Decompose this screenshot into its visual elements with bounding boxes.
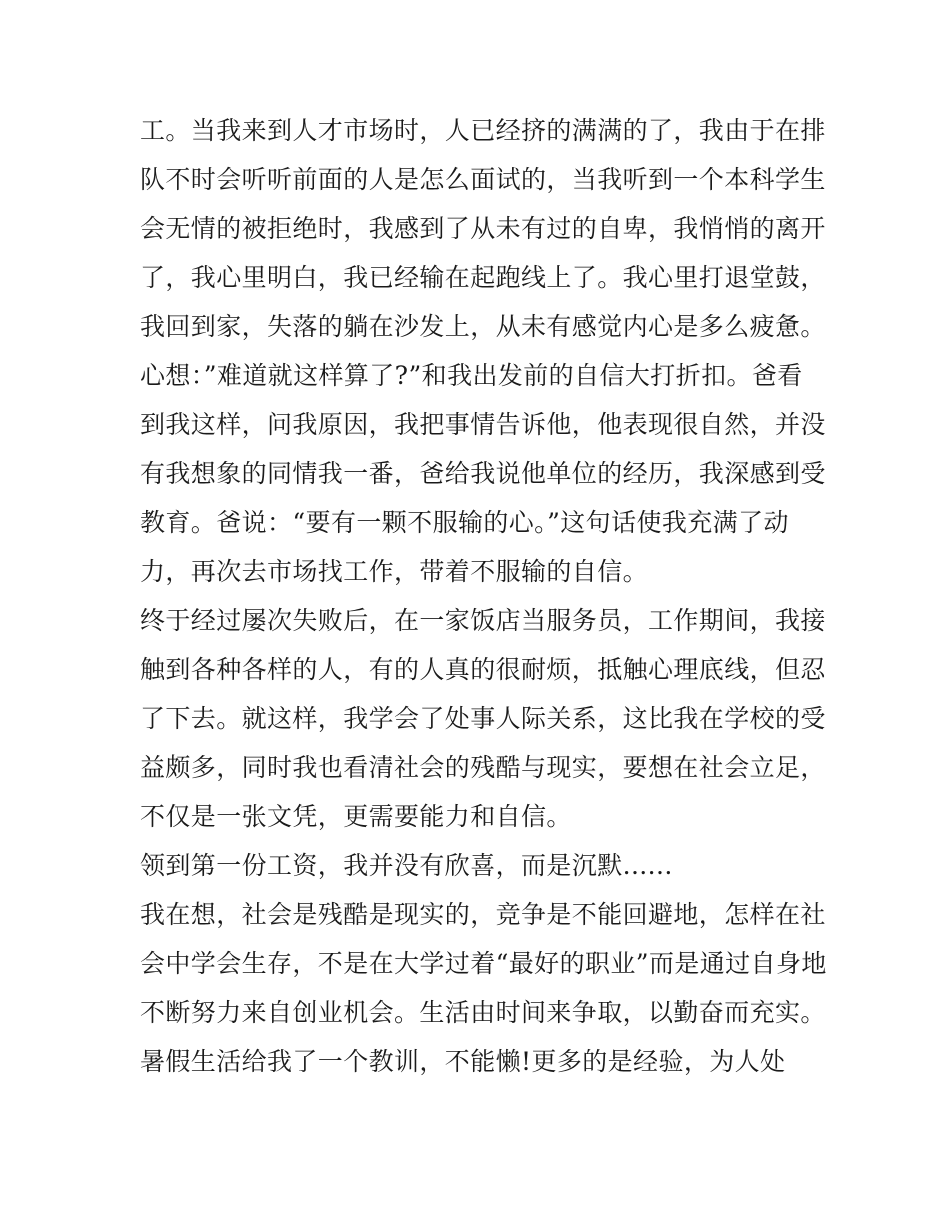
text-line: 有我想象的同情我一番，爸给我说他单位的经历，我深感到受 [140, 459, 826, 488]
body-text [140, 106, 840, 1086]
text-line: 暑假生活给我了一个教训，不能懒!更多的是经验，为人处 [140, 1047, 786, 1076]
text-line: 力，再次去市场找工作，带着不服输的自信。 [140, 557, 649, 586]
text-line: 会无情的被拒绝时，我感到了从未有过的自卑，我悄悄的离开 [140, 214, 826, 243]
text-line: 不仅是一张文凭，更需要能力和自信。 [140, 802, 572, 831]
text-line: 了，我心里明白，我已经输在起跑线上了。我心里打退堂鼓， [140, 263, 826, 292]
text-line: 到我这样，问我原因，我把事情告诉他，他表现很自然，并没 [140, 410, 826, 439]
text-line: 益颇多，同时我也看清社会的残酷与现实，要想在社会立足， [140, 753, 826, 782]
text-line: 我在想，社会是残酷是现实的，竞争是不能回避地，怎样在社 [140, 900, 826, 929]
text-line: 教育。爸说：“要有一颗不服输的心。”这句话使我充满了动 [140, 508, 789, 537]
text-line: 工。当我来到人才市场时，人已经挤的满满的了，我由于在排 [140, 116, 826, 145]
text-line: 终于经过屡次失败后，在一家饭店当服务员，工作期间，我接 [140, 606, 826, 635]
text-line: 队不时会听听前面的人是怎么面试的，当我听到一个本科学生 [140, 165, 826, 194]
text-line: 领到第一份工资，我并没有欣喜，而是沉默...... [140, 851, 673, 880]
text-line: 了下去。就这样，我学会了处事人际关系，这比我在学校的受 [140, 704, 826, 733]
text-line: 心想：”难道就这样算了?”和我出发前的自信大打折扣。爸看 [140, 361, 803, 390]
text-line: 不断努力来自创业机会。生活由时间来争取，以勤奋而充实。 [140, 998, 826, 1027]
text-line: 会中学会生存，不是在大学过着“最好的职业”而是通过自身地 [140, 949, 827, 978]
text-line: 我回到家，失落的躺在沙发上，从未有感觉内心是多么疲惫。 [140, 312, 826, 341]
text-line: 触到各种各样的人，有的人真的很耐烦，抵触心理底线，但忍 [140, 655, 826, 684]
